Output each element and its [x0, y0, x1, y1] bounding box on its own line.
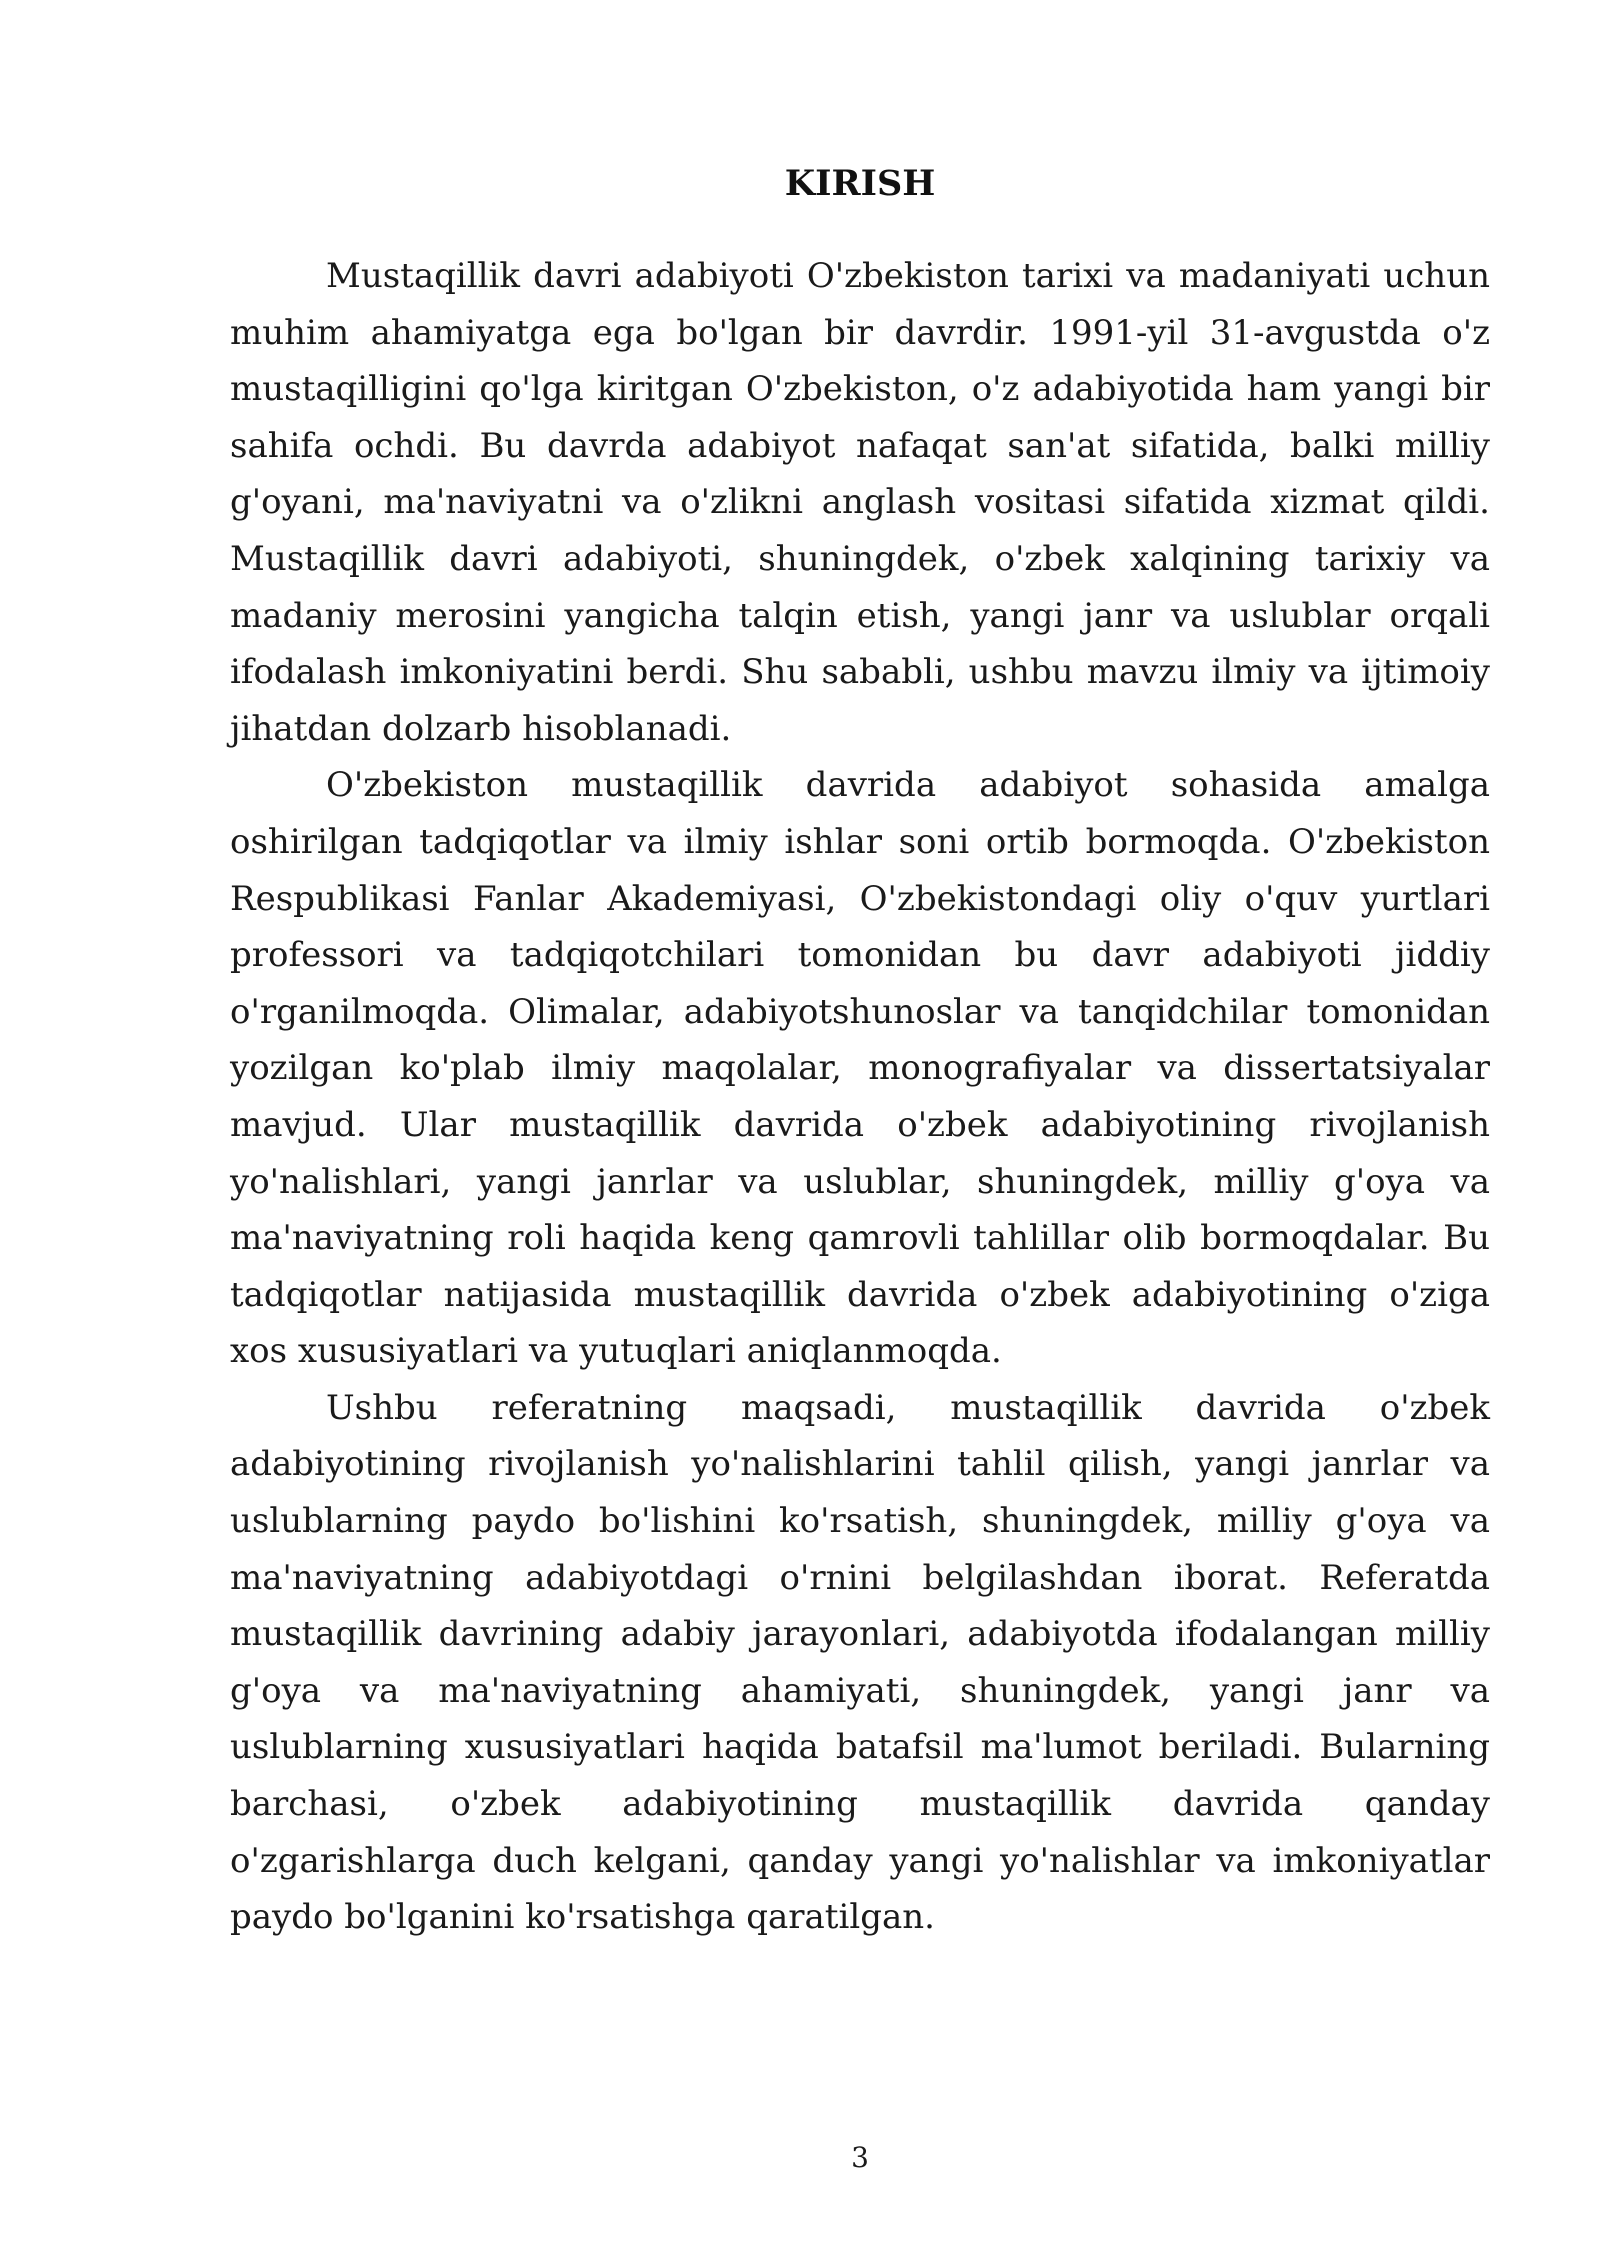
- paragraph-2: O'zbekiston mustaqillik davrida adabiyot sohasida amalga oshirilgan tadqiqotlar va ilmiy ishlar soni ortib bormoqda. O'zbekiston Respublikasi Fanlar Akademiyasi, O'zbekistondagi oliy o'quv yurtlari professori va tadqiqotchilari tomonidan bu davr adabiyoti jiddiy o'rganilmoqda. Olimalar, adabiyotshunoslar va tanqidchilar tomonidan yozilgan ko'plab ilmiy maqolalar, monografiyalar va dissertatsiyalar mavjud. Ular mustaqillik davrida o'zbek adabiyotining rivojlanish yo'nalishlari, yangi janrlar va uslublar, shuningdek, milliy g'oya va ma'naviyatning roli haqida keng qamrovli tahlillar olib bormoqdalar. Bu tadqiqotlar natijasida mustaqillik davrida o'zbek adabiyotining o'ziga xos xususiyatlari va yutuqlari aniqlanmoqda.: [230, 765, 1490, 1372]
- body-text: [230, 248, 1490, 1946]
- page-heading: KIRISH: [784, 163, 936, 204]
- page-number: 3: [851, 2141, 869, 2174]
- paragraph-3: Ushbu referatning maqsadi, mustaqillik davrida o'zbek adabiyotining rivojlanish yo'nalishlarini tahlil qilish, yangi janrlar va uslublarning paydo bo'lishini ko'rsatish, shuningdek, milliy g'oya va ma'naviyatning adabiyotdagi o'rnini belgilashdan iborat. Referatda mustaqillik davrining adabiy jarayonlari, adabiyotda ifodalangan milliy g'oya va ma'naviyatning ahamiyati, shuningdek, yangi janr va uslublarning xususiyatlari haqida batafsil ma'lumot beriladi. Bularning barchasi, o'zbek adabiyotining mustaqillik davrida qanday o'zgarishlarga duch kelgani, qanday yangi yo'nalishlar va imkoniyatlar paydo bo'lganini ko'rsatishga qaratilgan.: [230, 1387, 1490, 1938]
- paragraph-1: Mustaqillik davri adabiyoti O'zbekiston tarixi va madaniyati uchun muhim ahamiyatga ega bo'lgan bir davrdir. 1991-yil 31-avgustda o'z mustaqilligini qo'lga kiritgan O'zbekiston, o'z adabiyotida ham yangi bir sahifa ochdi. Bu davrda adabiyot nafaqat san'at sifatida, balki milliy g'oyani, ma'naviyatni va o'zlikni anglash vositasi sifatida xizmat qildi. Mustaqillik davri adabiyoti, shuningdek, o'zbek xalqining tarixiy va madaniy merosini yangicha talqin etish, yangi janr va uslublar orqali ifodalash imkoniyatini berdi. Shu sababli, ushbu mavzu ilmiy va ijtimoiy jihatdan dolzarb hisoblanadi.: [230, 256, 1490, 749]
